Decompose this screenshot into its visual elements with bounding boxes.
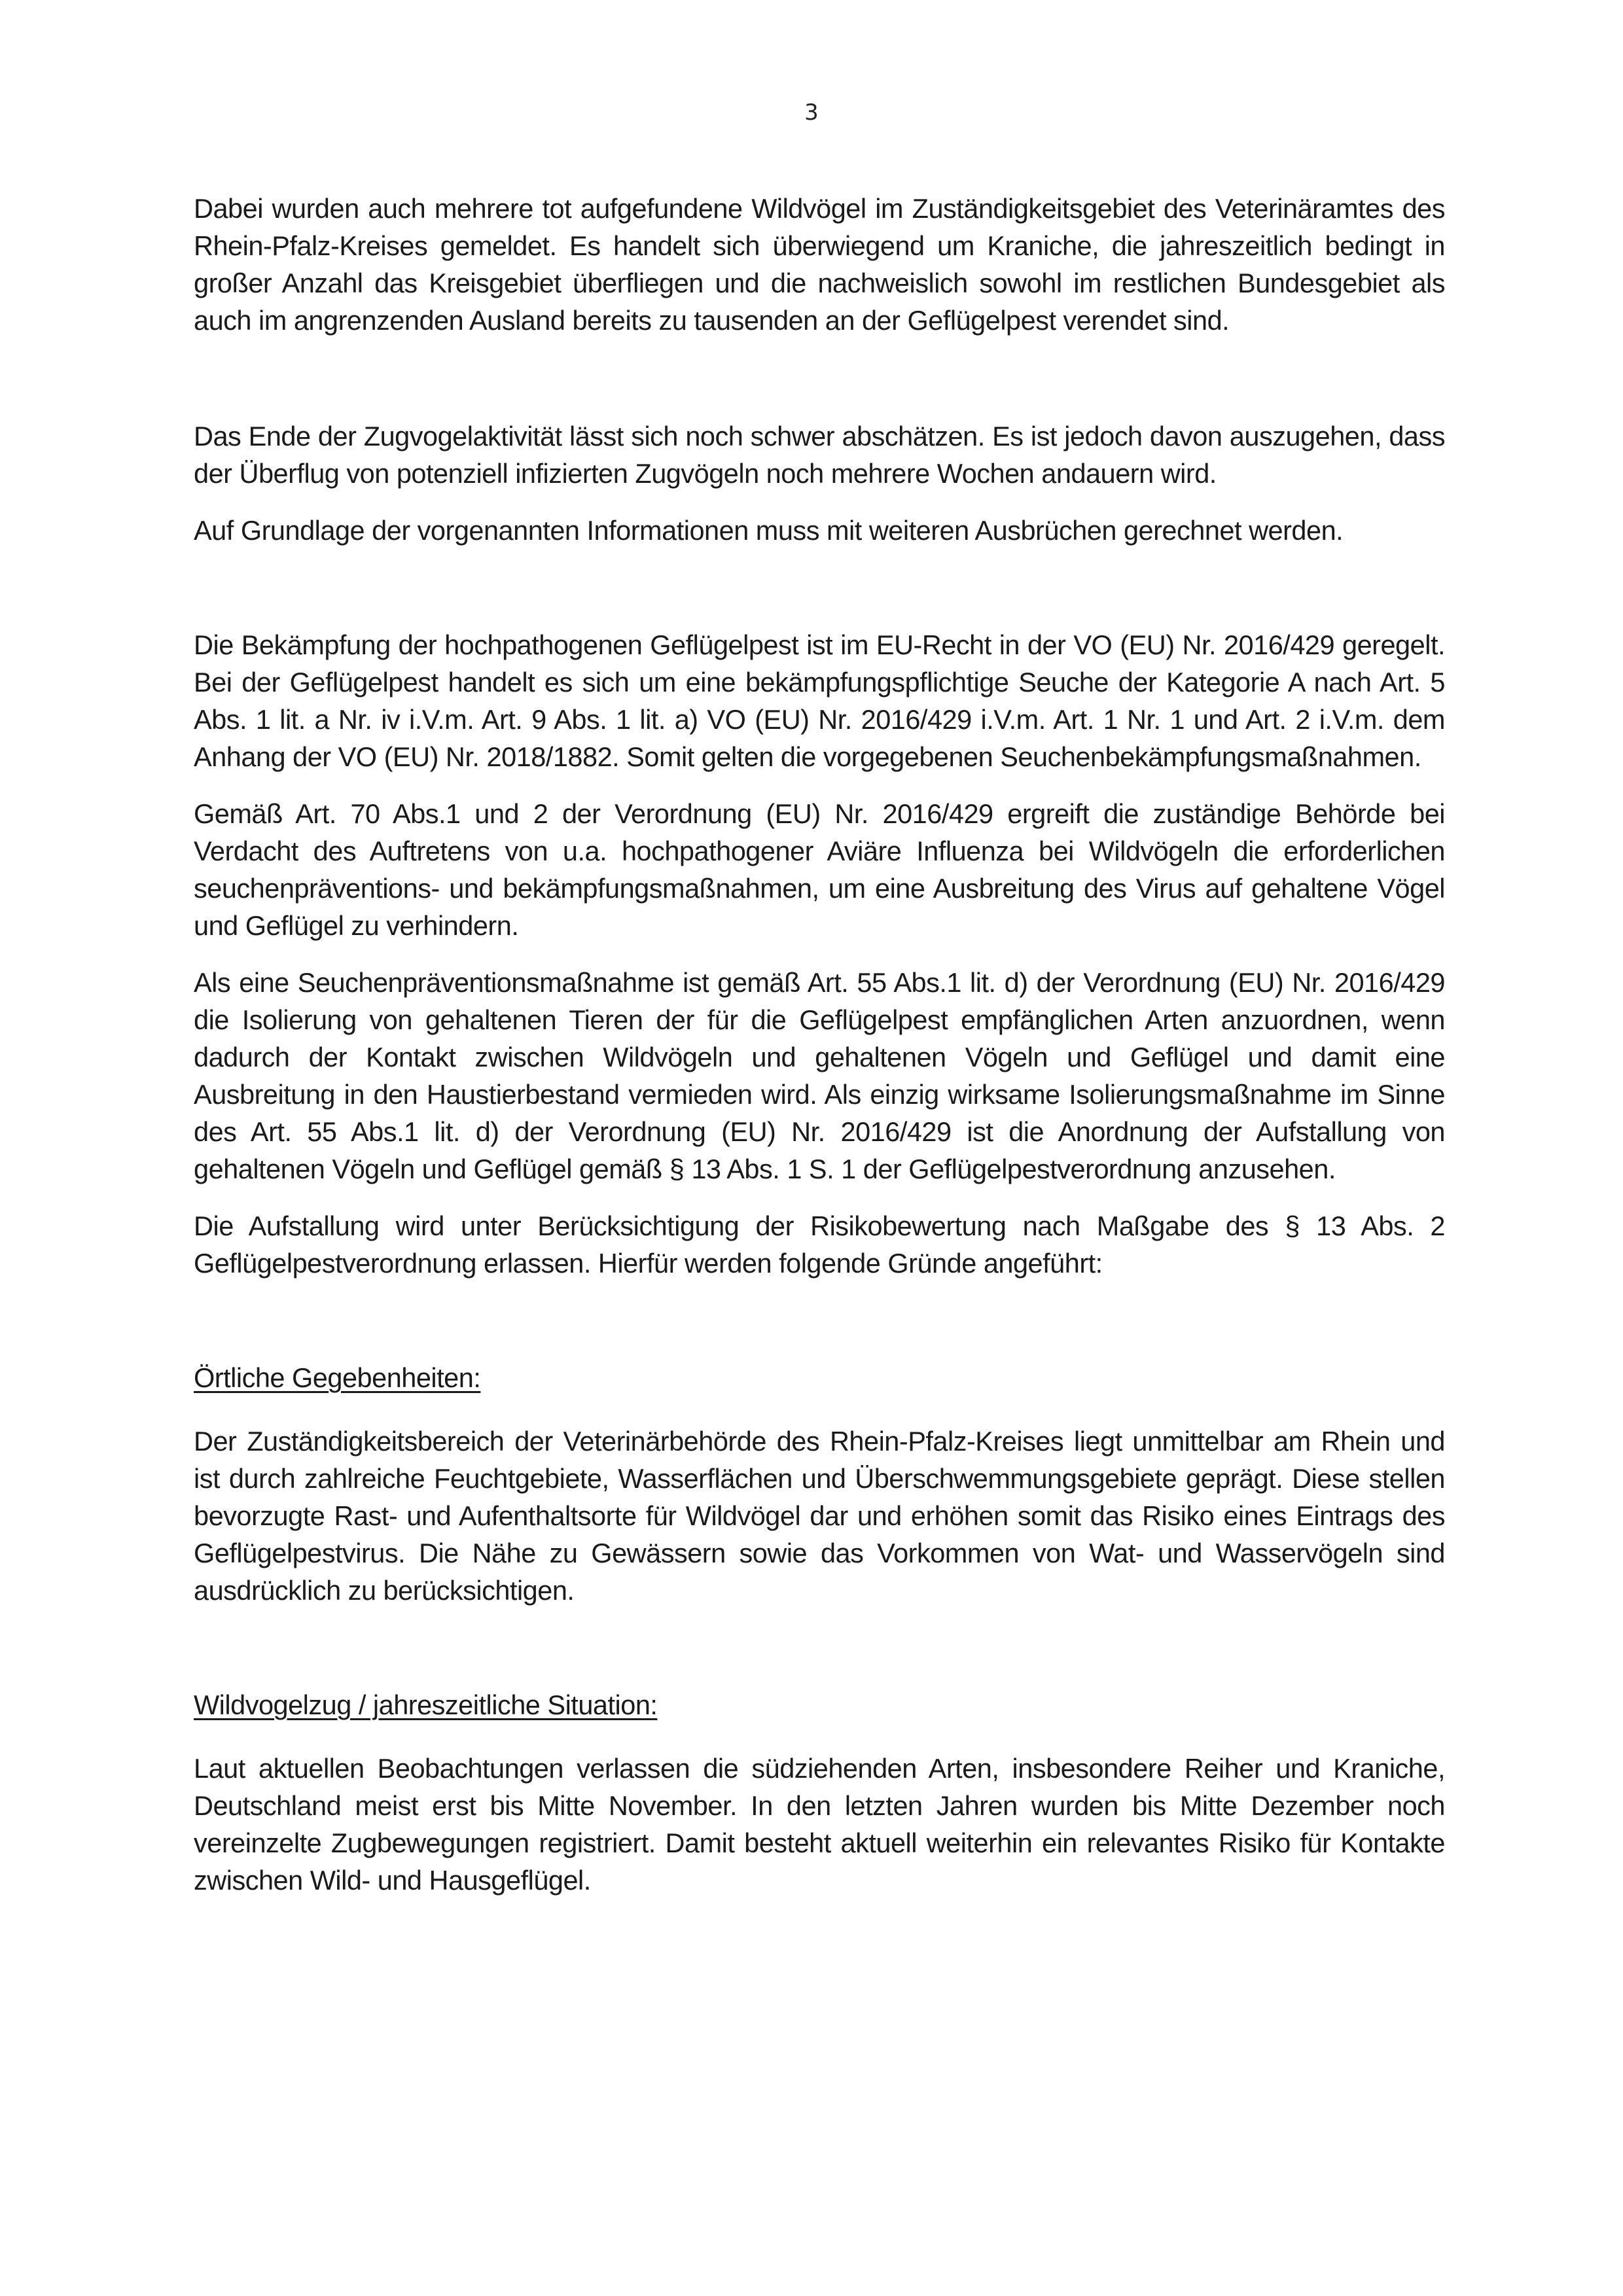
- document-body: [194, 190, 1445, 1899]
- paragraph-local-conditions: Der Zuständigkeitsbereich der Veterinärbehörde des Rhein-Pfalz-Kreises liegt unmittelbar am Rhein und ist durch zahlreiche Feuchtgebiete, Wasserflächen und Überschwemmungsgebiete geprägt. Diese stellen bevorzugte Rast- und Aufenthaltsorte für Wildvögel dar und erhöhen somit das Risiko eines Eintrags des Geflügelpestvirus. Die Nähe zu Gewässern sowie das Vorkommen von Wat- und Wasservögeln sind ausdrücklich zu berücksichtigen.: [194, 1426, 1445, 1606]
- paragraph-further-outbreaks: Auf Grundlage der vorgenannten Informationen muss mit weiteren Ausbrüchen gerechnet werden.: [194, 515, 1344, 546]
- paragraph-art-70: Gemäß Art. 70 Abs.1 und 2 der Verordnung (EU) Nr. 2016/429 ergreift die zuständige Behörde bei Verdacht des Auftretens von u.a. hochpathogener Aviäre Influenza bei Wildvögeln die erforderlichen seuchenpräventions- und bekämpfungsmaßnahmen, um eine Ausbreitung des Virus auf gehaltene Vögel und Geflügel zu verhindern.: [194, 798, 1445, 941]
- paragraph-risk-assessment: Die Aufstallung wird unter Berücksichtigung der Risikobewertung nach Maßgabe des § 13 Abs. 2 Geflügelpestverordnung erlassen. Hierfür werden folgende Gründe angeführt:: [194, 1210, 1445, 1279]
- paragraph-dead-wild-birds: Dabei wurden auch mehrere tot aufgefundene Wildvögel im Zuständigkeitsgebiet des Veterinäramtes des Rhein-Pfalz-Kreises gemeldet. Es handelt sich überwiegend um Kraniche, die jahreszeitlich bedingt in großer Anzahl das Kreisgebiet überfliegen und die nachweislich sowohl im restlichen Bundesgebiet als auch im angrenzenden Ausland bereits zu tausenden an der Geflügelpest verendet sind.: [194, 193, 1445, 336]
- section-heading-local-conditions: Örtliche Gegebenheiten:: [194, 1362, 481, 1393]
- page-number: 3: [804, 99, 819, 126]
- section-heading-bird-migration: Wildvogelzug / jahreszeitliche Situation:: [194, 1689, 658, 1720]
- paragraph-migration-end: Das Ende der Zugvogelaktivität lässt sich noch schwer abschätzen. Es ist jedoch davon auszugehen, dass der Überflug von potenziell infizierten Zugvögeln noch mehrere Wochen andauern wird.: [194, 421, 1445, 489]
- paragraph-art-55-isolation: Als eine Seuchenpräventionsmaßnahme ist gemäß Art. 55 Abs.1 lit. d) der Verordnung (EU) Nr. 2016/429 die Isolierung von gehaltenen Tieren der für die Geflügelpest empfänglichen Arten anzuordnen, wenn dadurch der Kontakt zwischen Wildvögeln und gehaltenen Vögeln und Geflügel und damit eine Ausbreitung in den Haustierbestand vermieden wird. Als einzig wirksame Isolierungsmaßnahme im Sinne des Art. 55 Abs.1 lit. d) der Verordnung (EU) Nr. 2016/429 ist die Anordnung der Aufstallung von gehaltenen Vögeln und Geflügel gemäß § 13 Abs. 1 S. 1 der Geflügelpestverordnung anzusehen.: [194, 967, 1445, 1184]
- paragraph-eu-law: Die Bekämpfung der hochpathogenen Geflügelpest ist im EU-Recht in der VO (EU) Nr. 2016/429 geregelt. Bei der Geflügelpest handelt es sich um eine bekämpfungspflichtige Seuche der Kategorie A nach Art. 5 Abs. 1 lit. a Nr. iv i.V.m. Art. 9 Abs. 1 lit. a) VO (EU) Nr. 2016/429 i.V.m. Art. 1 Nr. 1 und Art. 2 i.V.m. dem Anhang der VO (EU) Nr. 2018/1882. Somit gelten die vorgegebenen Seuchenbekämpfungsmaßnahmen.: [194, 629, 1445, 772]
- paragraph-bird-migration: Laut aktuellen Beobachtungen verlassen die südziehenden Arten, insbesondere Reiher und Kraniche, Deutschland meist erst bis Mitte November. In den letzten Jahren wurden bis Mitte Dezember noch vereinzelte Zugbewegungen registriert. Damit besteht aktuell weiterhin ein relevantes Risiko für Kontakte zwischen Wild- und Hausgeflügel.: [194, 1753, 1445, 1896]
